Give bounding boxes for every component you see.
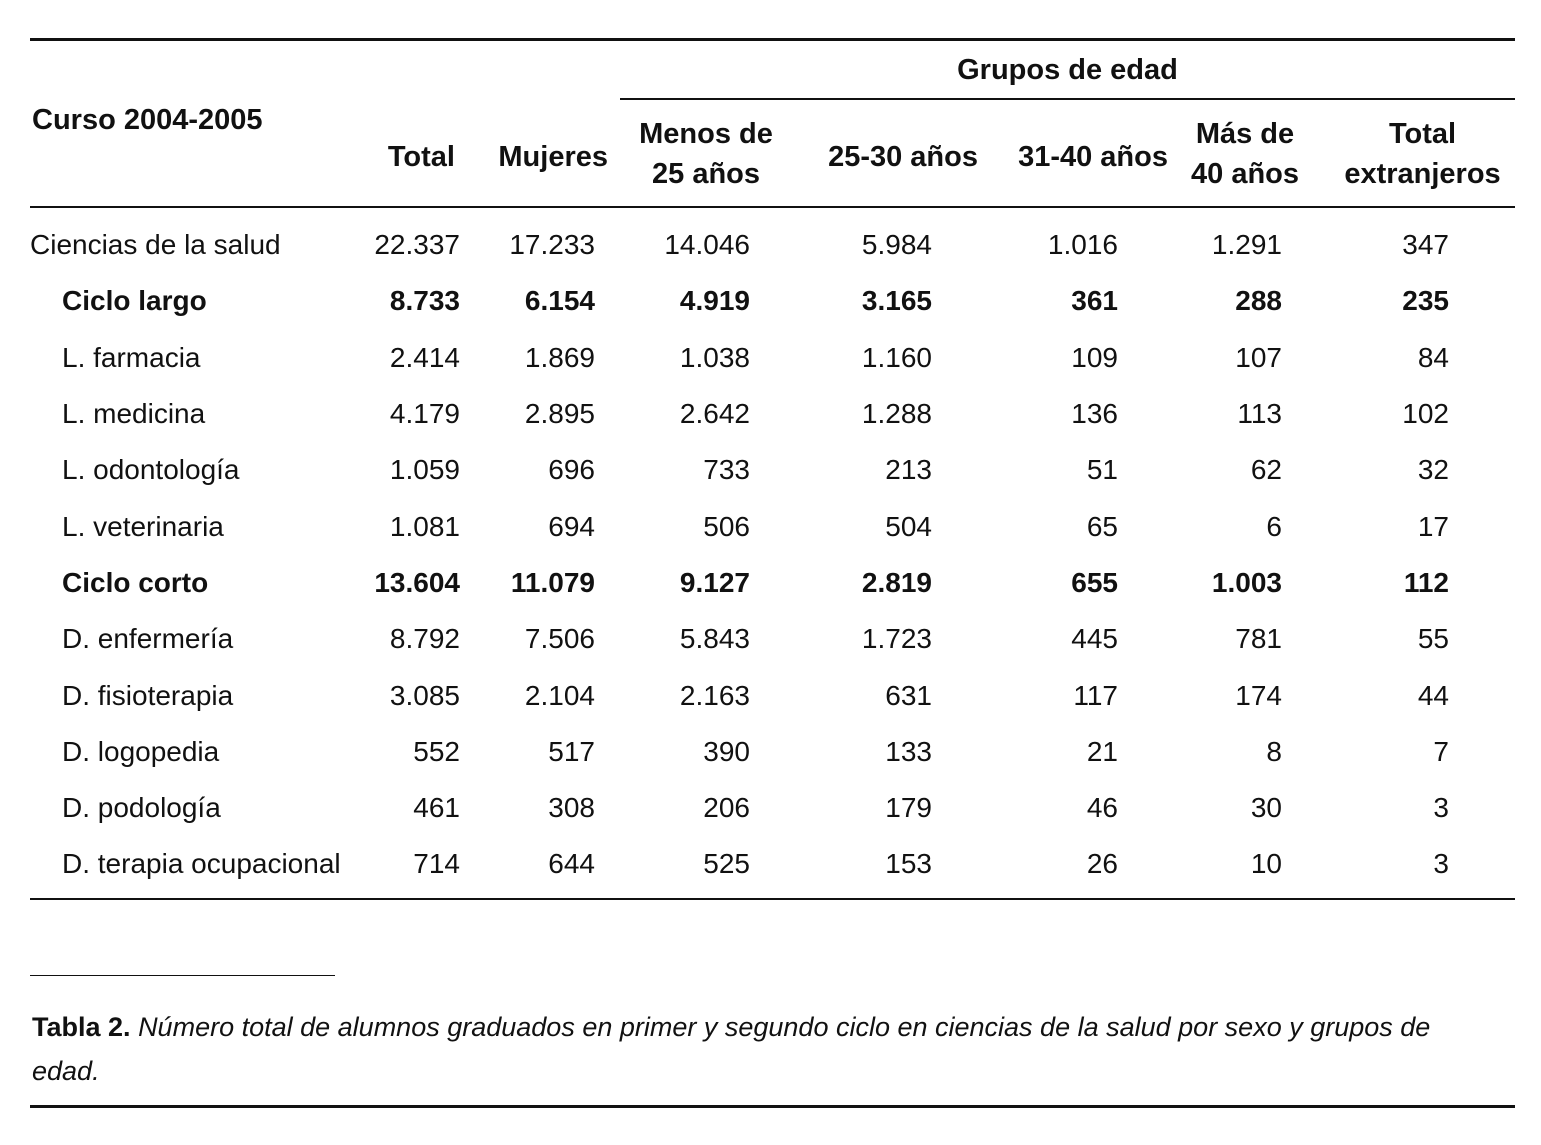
stub-header: Curso 2004-2005: [32, 104, 263, 136]
cell-menos25: 733: [703, 454, 750, 486]
table-row: [30, 667, 1515, 723]
row-label: Ciclo corto: [62, 566, 209, 598]
row-label: D. logopedia: [62, 735, 220, 767]
cell-extranjeros: 7: [1433, 735, 1449, 767]
cell-extranjeros: 3: [1433, 792, 1449, 824]
cell-menos25: 1.038: [679, 341, 750, 373]
cell-31-40: 655: [1071, 566, 1118, 598]
table-top-rule: [30, 38, 1515, 41]
group-header-rule: [620, 98, 1515, 100]
col-header-25-30: 25-30 años: [828, 141, 978, 173]
cell-31-40: 1.016: [1047, 229, 1118, 261]
row-spacer: [1449, 498, 1515, 554]
row-label: Ciencias de la salud: [30, 229, 281, 261]
cell-25-30: 153: [885, 848, 932, 880]
row-label: Ciclo largo: [62, 285, 207, 317]
cell-mujeres: 694: [548, 510, 595, 542]
cell-mas40: 30: [1250, 792, 1282, 824]
row-label: L. odontología: [62, 454, 240, 486]
row-spacer: [1449, 217, 1515, 273]
cell-mujeres: 2.895: [524, 398, 595, 430]
group-header: Grupos de edad: [957, 54, 1178, 86]
header-bottom-rule: [30, 206, 1515, 208]
cell-25-30: 1.160: [861, 341, 932, 373]
cell-mas40: 174: [1235, 679, 1282, 711]
col-header-extranjeros-line1: Total: [1388, 118, 1457, 150]
cell-31-40: 117: [1073, 679, 1118, 711]
cell-31-40: 109: [1071, 341, 1118, 373]
cell-menos25: 2.163: [679, 679, 750, 711]
page-bottom-rule: [30, 1105, 1515, 1108]
cell-31-40: 65: [1086, 510, 1118, 542]
table-row: [30, 780, 1515, 836]
cell-mas40: 288: [1235, 285, 1282, 317]
cell-31-40: 445: [1071, 623, 1118, 655]
cell-mujeres: 308: [548, 792, 595, 824]
cell-extranjeros: 84: [1417, 341, 1449, 373]
table-row: [30, 330, 1515, 386]
cell-mas40: 10: [1250, 848, 1282, 880]
row-spacer: [1449, 780, 1515, 836]
col-header-mas40-line1: Más de: [1195, 118, 1295, 150]
cell-menos25: 4.919: [679, 285, 750, 317]
table-row: [30, 217, 1515, 273]
cell-menos25: 206: [703, 792, 750, 824]
cell-31-40: 361: [1071, 285, 1118, 317]
row-spacer: [1449, 273, 1515, 329]
row-spacer: [1449, 724, 1515, 780]
data-table: [30, 217, 1515, 893]
cell-mujeres: 1.869: [524, 341, 595, 373]
cell-mas40: 1.003: [1211, 566, 1282, 598]
cell-31-40: 26: [1086, 848, 1118, 880]
cell-25-30: 213: [885, 454, 932, 486]
col-header-menos25-line2: 25 años: [652, 158, 760, 190]
cell-25-30: 3.165: [861, 285, 932, 317]
col-header-total: Total: [387, 141, 455, 173]
cell-total: 8.733: [389, 285, 460, 317]
cell-extranjeros: 55: [1417, 623, 1449, 655]
col-header-extranjeros: [1330, 114, 1515, 194]
table-row: [30, 442, 1515, 498]
table-caption: [32, 1005, 1492, 1093]
col-header-extranjeros-line2: extranjeros: [1344, 158, 1501, 190]
col-header-menos25: [626, 114, 786, 194]
cell-extranjeros: 235: [1402, 285, 1449, 317]
table-row: [30, 386, 1515, 442]
cell-extranjeros: 347: [1402, 229, 1449, 261]
cell-25-30: 504: [885, 510, 932, 542]
cell-mas40: 6: [1266, 510, 1282, 542]
row-spacer: [1449, 442, 1515, 498]
cell-extranjeros: 44: [1417, 679, 1449, 711]
row-label: L. medicina: [62, 398, 206, 430]
cell-total: 3.085: [389, 679, 460, 711]
row-label: L. veterinaria: [62, 510, 224, 542]
cell-total: 714: [413, 848, 460, 880]
cell-total: 13.604: [374, 566, 460, 598]
cell-extranjeros: 102: [1402, 398, 1449, 430]
cell-mujeres: 11.079: [510, 566, 595, 598]
cell-25-30: 1.723: [861, 623, 932, 655]
cell-25-30: 5.984: [861, 229, 932, 261]
cell-total: 4.179: [389, 398, 460, 430]
cell-25-30: 631: [885, 679, 932, 711]
row-spacer: [1449, 555, 1515, 611]
row-spacer: [1449, 836, 1515, 892]
row-label: D. fisioterapia: [62, 679, 234, 711]
cell-menos25: 9.127: [679, 566, 750, 598]
table-row: [30, 836, 1515, 892]
cell-mas40: 8: [1266, 735, 1282, 767]
cell-menos25: 2.642: [679, 398, 750, 430]
cell-extranjeros: 112: [1403, 566, 1449, 598]
row-label: D. podología: [62, 792, 221, 824]
table-page: [30, 0, 1515, 1145]
row-label: D. terapia ocupacional: [62, 848, 341, 880]
cell-mujeres: 17.233: [509, 229, 595, 261]
cell-mujeres: 696: [548, 454, 595, 486]
table-row: [30, 498, 1515, 554]
cell-31-40: 21: [1086, 735, 1118, 767]
col-header-31-40: 31-40 años: [1018, 141, 1168, 173]
cell-25-30: 179: [885, 792, 932, 824]
col-header-mas40-line2: 40 años: [1191, 158, 1299, 190]
row-spacer: [1449, 667, 1515, 723]
col-header-mas40: [1180, 114, 1310, 194]
cell-31-40: 136: [1071, 398, 1118, 430]
cell-25-30: 1.288: [861, 398, 932, 430]
row-label: D. enfermería: [62, 623, 234, 655]
footnote-rule: [30, 975, 335, 976]
cell-mas40: 113: [1237, 398, 1282, 430]
cell-25-30: 133: [885, 735, 932, 767]
cell-total: 2.414: [389, 341, 460, 373]
cell-25-30: 2.819: [861, 566, 932, 598]
cell-total: 1.081: [389, 510, 460, 542]
col-header-mujeres: Mujeres: [498, 141, 608, 173]
cell-mas40: 1.291: [1211, 229, 1282, 261]
cell-mujeres: 2.104: [524, 679, 595, 711]
cell-mas40: 62: [1250, 454, 1282, 486]
cell-menos25: 390: [703, 735, 750, 767]
table-row: [30, 555, 1515, 611]
table-bottom-rule: [30, 898, 1515, 900]
row-spacer: [1449, 386, 1515, 442]
cell-31-40: 46: [1086, 792, 1118, 824]
cell-menos25: 14.046: [664, 229, 750, 261]
table-row: [30, 724, 1515, 780]
cell-menos25: 506: [703, 510, 750, 542]
cell-mujeres: 6.154: [524, 285, 595, 317]
row-spacer: [1449, 611, 1515, 667]
cell-extranjeros: 17: [1417, 510, 1449, 542]
cell-31-40: 51: [1086, 454, 1118, 486]
cell-total: 1.059: [389, 454, 460, 486]
cell-mas40: 107: [1235, 341, 1282, 373]
caption-label: Tabla 2.: [32, 1012, 131, 1042]
row-label: L. farmacia: [62, 341, 201, 373]
table-row: [30, 611, 1515, 667]
cell-mujeres: 517: [548, 735, 595, 767]
cell-total: 22.337: [374, 229, 460, 261]
cell-mujeres: 7.506: [524, 623, 595, 655]
row-spacer: [1449, 330, 1515, 386]
cell-total: 552: [413, 735, 460, 767]
caption-text: Número total de alumnos graduados en primer y segundo ciclo en ciencias de la salud por sexo y grupos de edad.: [32, 1012, 1431, 1086]
cell-total: 8.792: [389, 623, 460, 655]
cell-menos25: 5.843: [679, 623, 750, 655]
cell-mas40: 781: [1235, 623, 1282, 655]
cell-total: 461: [413, 792, 460, 824]
cell-extranjeros: 3: [1433, 848, 1449, 880]
table-body: [30, 217, 1515, 893]
cell-mujeres: 644: [548, 848, 595, 880]
cell-extranjeros: 32: [1417, 454, 1449, 486]
col-header-menos25-line1: Menos de: [639, 118, 773, 150]
cell-menos25: 525: [703, 848, 750, 880]
table-row: [30, 273, 1515, 329]
